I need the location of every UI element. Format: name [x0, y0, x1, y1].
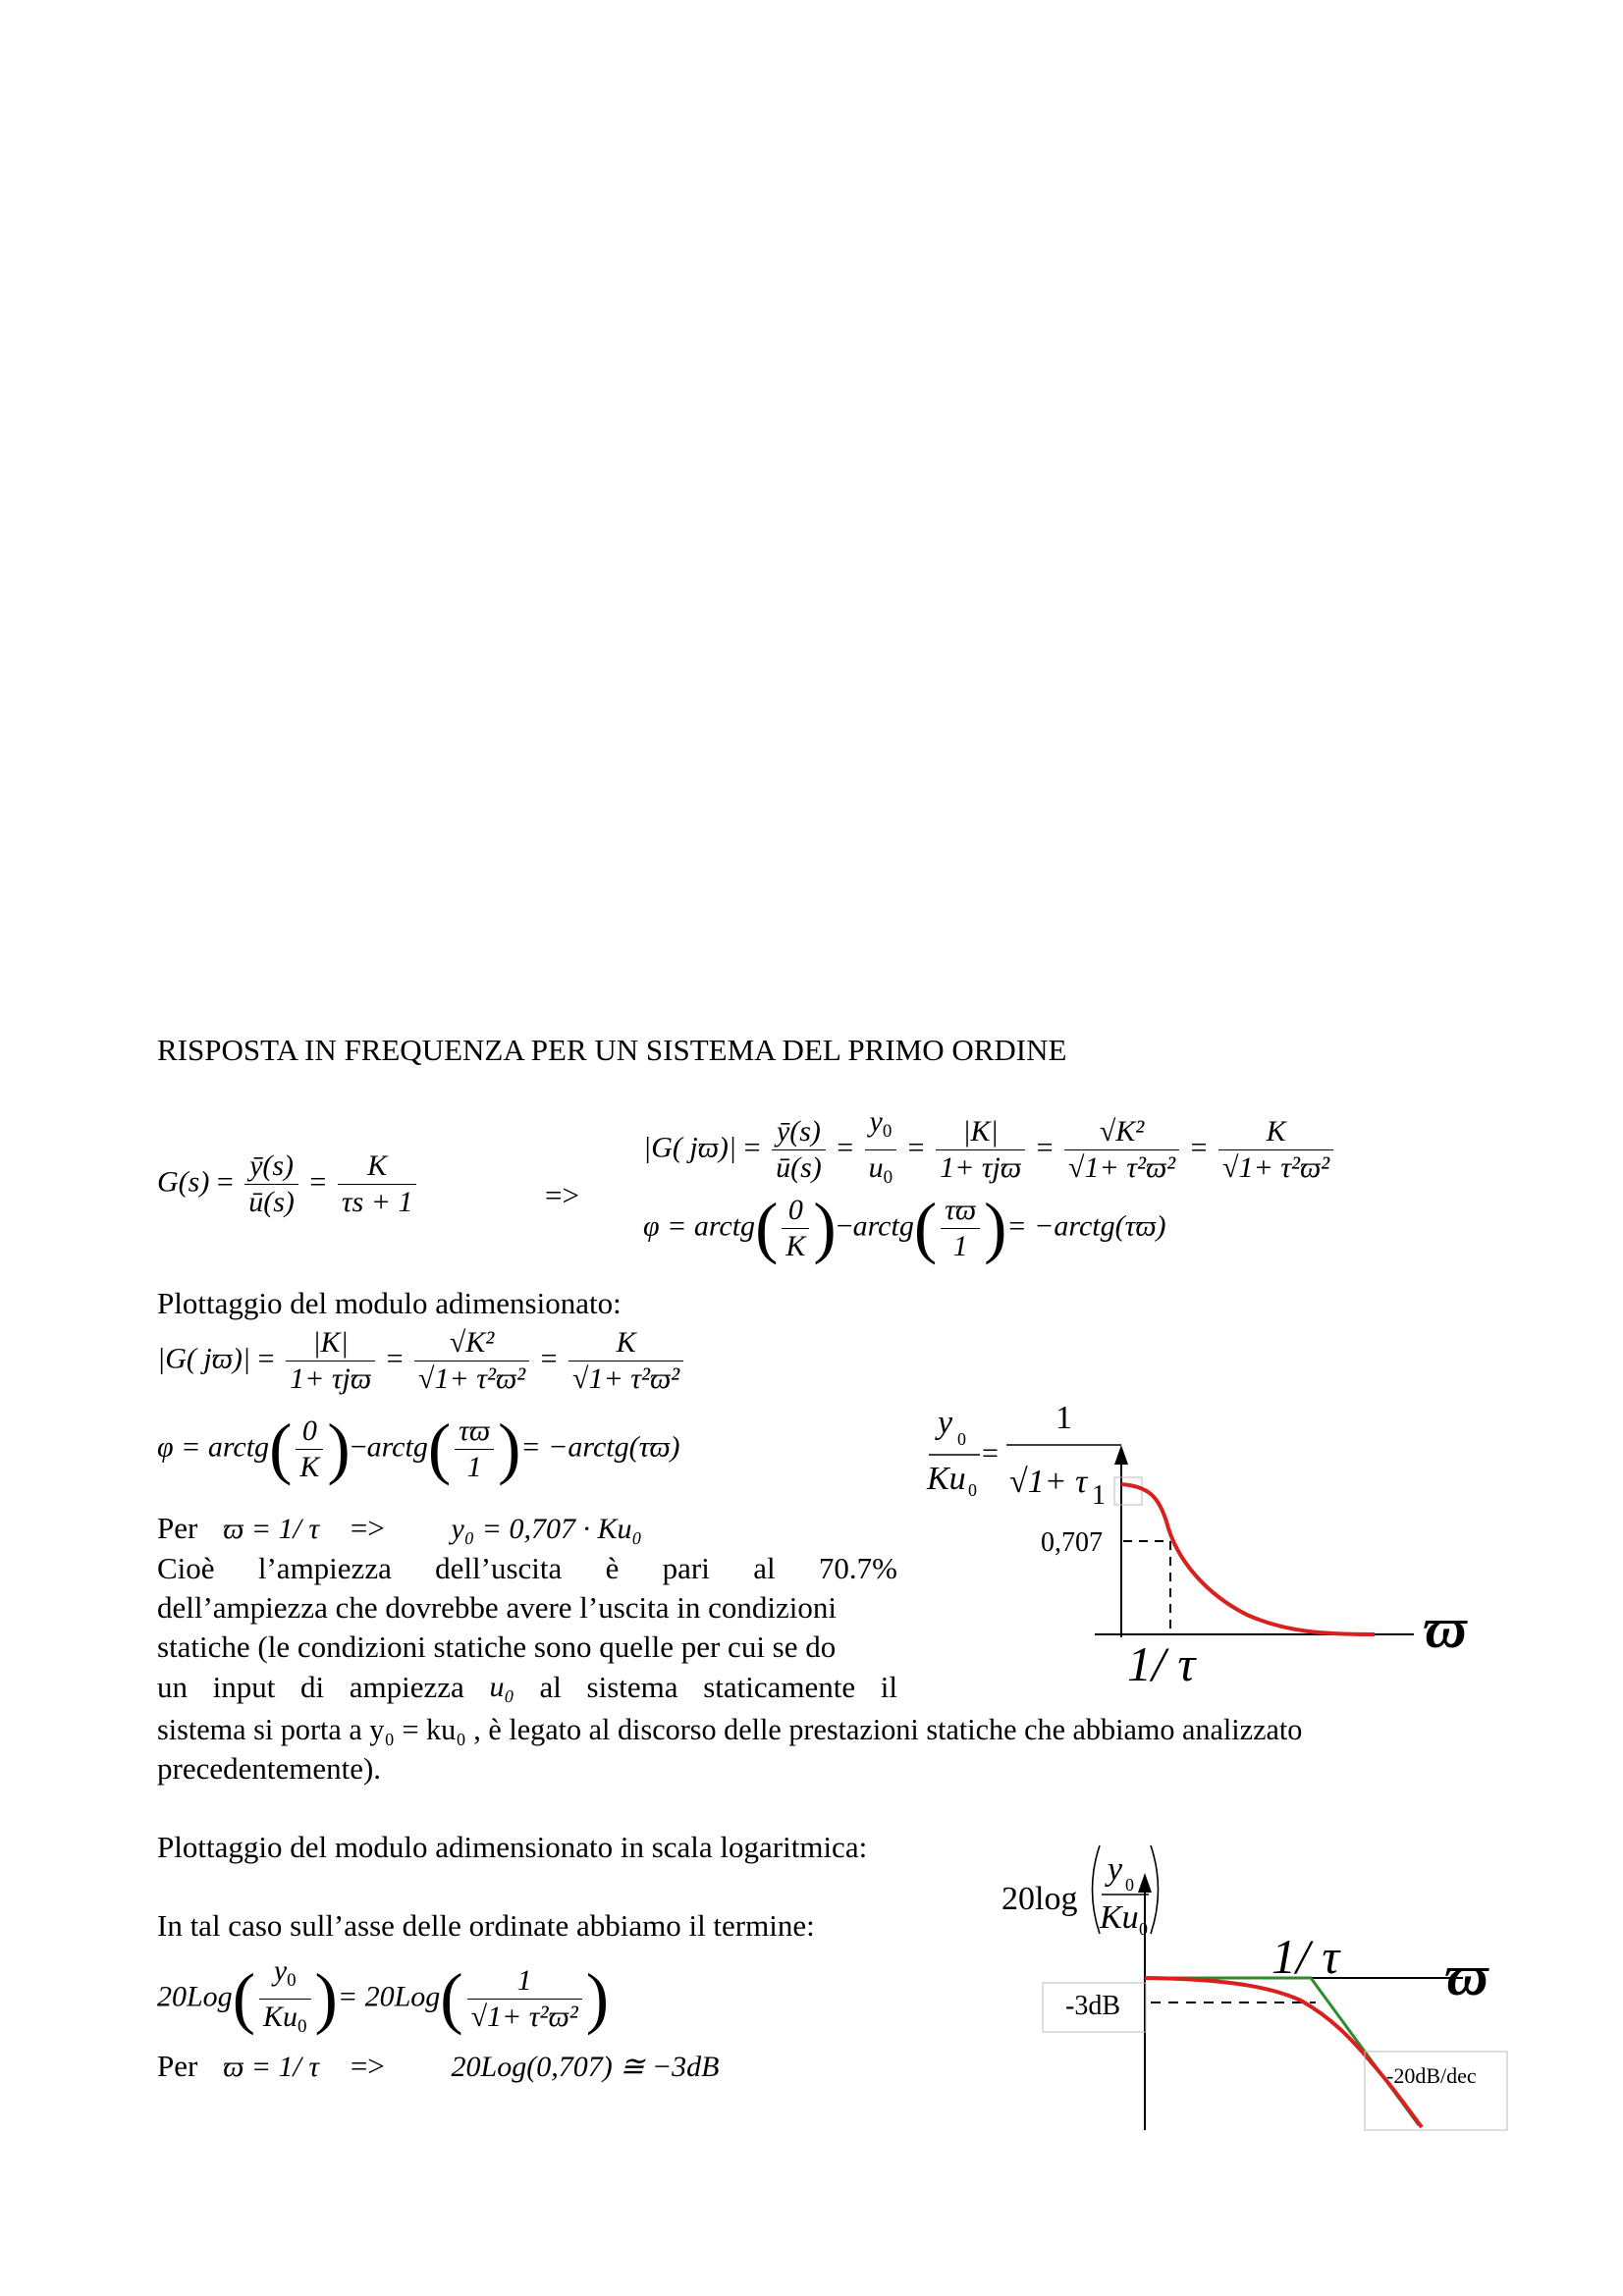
- g1-response-curve: [1121, 1484, 1375, 1634]
- paragraph-line-4: [157, 1668, 897, 1707]
- result-arctg: = −arctg(τϖ): [520, 1430, 680, 1464]
- word: un: [157, 1670, 188, 1704]
- num-ybar: ȳ(s): [244, 1148, 298, 1185]
- num-tw: τϖ: [941, 1193, 980, 1229]
- transfer-function-eq: [157, 1148, 420, 1220]
- g1-x-axis-label: ϖ: [1424, 1596, 1467, 1660]
- den-1tjw: 1+ τjϖ: [940, 1151, 1022, 1184]
- num-one: 1: [467, 1963, 582, 2000]
- num-zero: 0: [782, 1193, 809, 1229]
- omega-eq: ϖ = 1/ τ: [223, 1513, 320, 1545]
- num-k: K: [1218, 1114, 1333, 1150]
- per-label: Per: [157, 2049, 198, 2083]
- implies-arrow: =>: [350, 1511, 385, 1545]
- den-ts1: τs + 1: [341, 1186, 413, 1218]
- word: l’ampiezza: [257, 1551, 392, 1585]
- g1-ylabel-num-sub: 0: [957, 1429, 966, 1449]
- fraction-absk: [286, 1325, 375, 1397]
- word: al: [753, 1551, 776, 1585]
- omega-eq: ϖ = 1/ τ: [223, 2051, 320, 2083]
- den-sqrt: √1+ τ²ϖ²: [418, 1362, 526, 1395]
- den-ubar: ū(s): [776, 1151, 822, 1184]
- word: 70.7%: [818, 1551, 897, 1585]
- g1-ylabel-den: Ku: [927, 1461, 966, 1497]
- num-tw: τϖ: [455, 1414, 494, 1450]
- abs-gjw: |G( jϖ)|: [643, 1131, 737, 1164]
- word: staticamente: [703, 1670, 856, 1704]
- phi-arctg: φ = arctg: [157, 1430, 270, 1464]
- eq-sign: =: [386, 1342, 404, 1375]
- g2-x-break: 1/ τ: [1271, 1929, 1340, 1984]
- fraction-k-sqrt: [1218, 1114, 1333, 1186]
- g1-x-break: 1/ τ: [1127, 1636, 1196, 1691]
- fraction-k-over-ts1: [338, 1148, 417, 1220]
- word: il: [880, 1670, 897, 1704]
- g2-paren-left: [1093, 1845, 1101, 1934]
- den-ubar: ū(s): [248, 1186, 295, 1218]
- fraction-absk: [936, 1114, 1025, 1186]
- g2-ylabel-num-sub: 0: [1125, 1875, 1134, 1895]
- den-k: K: [299, 1451, 320, 1483]
- paragraph-line-5: sistema si porta a y₀ = ku₀ , è legato al discorso delle prestazioni statiche che abbiamo analizzato: [157, 1713, 1303, 1746]
- phase-eq-2: φ = arctg( $\frac{0}{K}$ )−arctg( $\frac{\tau ϖ}{1}$ )= −arctg(τϖ): [157, 1411, 680, 1487]
- eq-sign: =: [540, 1342, 558, 1375]
- eq-sign: =: [1190, 1131, 1208, 1164]
- log-lhs: 20Log: [157, 1980, 233, 2013]
- y0-symbol: y: [869, 1105, 883, 1138]
- g1-tick-0707: 0,707: [1041, 1527, 1103, 1558]
- log-eq: 20Log( $\frac{y_0}{Ku_0}$ )= 20Log( $\frac{1}{\text{√1+ τ²ϖ²}}$ ): [157, 1953, 609, 2045]
- den-k: K: [785, 1230, 806, 1262]
- db-result: 20Log(0,707) ≅ −3dB: [451, 2051, 720, 2083]
- fraction-0-over-k: [782, 1193, 809, 1264]
- den-sqrt: √1+ τ²ϖ²: [572, 1362, 680, 1395]
- result-arctg: = −arctg(τϖ): [1006, 1209, 1166, 1243]
- per-line-2: [157, 2047, 719, 2087]
- fraction-y-over-u: [244, 1148, 298, 1220]
- word: pari: [662, 1551, 710, 1585]
- g1-ylabel-den-sub: 0: [968, 1480, 977, 1500]
- fraction-y0-over-ku0: [259, 1953, 311, 2045]
- eq-sign: =: [743, 1131, 761, 1164]
- phase-eq: φ = arctg( $\frac{0}{K}$ )−arctg( $\frac{\tau ϖ}{1}$ )= −arctg(τϖ): [643, 1190, 1166, 1266]
- arctg-label: arctg: [852, 1209, 914, 1243]
- den-one: 1: [952, 1230, 968, 1262]
- den-one: 1: [466, 1451, 482, 1483]
- eq-sign: =: [1036, 1131, 1054, 1164]
- paragraph-line-3: statiche (le condizioni statiche sono quelle per cui se do: [157, 1629, 837, 1664]
- g1-ylabel-num: y: [938, 1405, 953, 1441]
- g-of-s: G(s): [157, 1165, 210, 1199]
- g1-tick-one: 1: [1092, 1480, 1106, 1511]
- page-title: RISPOSTA IN FREQUENZA PER UN SISTEMA DEL PRIMO ORDINE: [157, 1033, 1067, 1067]
- eq-sign: =: [907, 1131, 925, 1164]
- word: Cioè: [157, 1551, 215, 1585]
- den-1tjw: 1+ τjϖ: [290, 1362, 372, 1395]
- g2-minus3db: -3dB: [1065, 1991, 1120, 2021]
- g2-ylabel-pre: 20log: [1001, 1881, 1078, 1917]
- magnitude-eq-2: [157, 1325, 687, 1397]
- implies-arrow: =>: [350, 2049, 385, 2083]
- per-line-1: [157, 1509, 642, 1549]
- fraction-y0-over-u0: [865, 1104, 897, 1196]
- den-sqrt: √1+ τ²ϖ²: [1068, 1151, 1176, 1184]
- graph-log-magnitude: [992, 1826, 1522, 2140]
- subscript-zero: 0: [287, 1970, 297, 1991]
- subscript-zero: 0: [883, 1167, 893, 1188]
- num-k: K: [338, 1148, 417, 1185]
- magnitude-eq: [643, 1104, 1337, 1196]
- fraction-0-over-k: [296, 1414, 323, 1485]
- minus-sign: −: [836, 1209, 853, 1243]
- num-absk: |K|: [286, 1325, 375, 1362]
- eq-sign: =: [309, 1165, 327, 1199]
- u0-symbol: u₀: [489, 1671, 514, 1703]
- eq-sign: =: [216, 1165, 234, 1199]
- eq-sign: =: [837, 1131, 854, 1164]
- y0-symbol: y: [273, 1954, 288, 1987]
- den-sqrt: √1+ τ²ϖ²: [1222, 1151, 1330, 1184]
- g1-box-edge: [1114, 1477, 1142, 1505]
- num-sqrtk2: √K²: [414, 1325, 529, 1362]
- g2-y-arrow-icon: [1138, 1873, 1152, 1893]
- log-intro: In tal caso sull’asse delle ordinate abbiamo il termine:: [157, 1908, 815, 1943]
- num-k: K: [568, 1325, 683, 1362]
- plot2-heading: Plottaggio del modulo adimensionato in scala logaritmica:: [157, 1830, 868, 1864]
- arctg-label: arctg: [366, 1430, 428, 1464]
- fraction-k-sqrt: [568, 1325, 683, 1397]
- implies-arrow: =>: [545, 1178, 579, 1212]
- word: è: [605, 1551, 620, 1585]
- g1-rhs-num: 1: [1055, 1400, 1072, 1436]
- phi-arctg: φ = arctg: [643, 1209, 756, 1243]
- g1-eq-sign: =: [982, 1437, 999, 1469]
- abs-gjw: |G( jϖ)|: [157, 1342, 251, 1375]
- subscript-zero: 0: [882, 1121, 893, 1142]
- fraction-y-over-u: [772, 1114, 826, 1186]
- fraction-sqrtk2: [414, 1325, 529, 1397]
- g2-ylabel-den: Ku: [1100, 1899, 1139, 1936]
- word: ampiezza: [349, 1670, 464, 1704]
- g1-rhs-den: √1+ τ: [1009, 1464, 1088, 1500]
- g2-response-curve: [1145, 1978, 1422, 2127]
- graph-linear-magnitude: [913, 1384, 1502, 1708]
- word: di: [300, 1670, 325, 1704]
- u0-symbol: u: [868, 1151, 884, 1184]
- g1-y-arrow-icon: [1114, 1445, 1128, 1465]
- word: al: [539, 1670, 562, 1704]
- g2-ylabel-num: y: [1108, 1851, 1123, 1888]
- fraction-1-over-sqrt: [467, 1963, 582, 2035]
- y0-result: y₀ = 0,707 · Ku₀: [451, 1513, 642, 1545]
- paragraph-line-2: dell’ampiezza che dovrebbe avere l’uscita in condizioni: [157, 1590, 838, 1625]
- ku0-symbol: Ku: [263, 2001, 298, 2033]
- minus-sign: −: [350, 1430, 367, 1464]
- subscript-zero: 0: [298, 2016, 307, 2037]
- g2-slope-label: -20dB/dec: [1386, 2063, 1477, 2088]
- fraction-tw-over-1: [941, 1193, 980, 1264]
- word: sistema: [586, 1670, 678, 1704]
- g2-paren-right: [1151, 1845, 1159, 1934]
- num-zero: 0: [296, 1414, 323, 1450]
- per-label: Per: [157, 1511, 198, 1545]
- plot1-heading: Plottaggio del modulo adimensionato:: [157, 1286, 622, 1320]
- num-absk: |K|: [936, 1114, 1025, 1150]
- word: input: [212, 1670, 276, 1704]
- num-ybar: ȳ(s): [772, 1114, 826, 1150]
- paragraph-line-6: precedentemente).: [157, 1751, 382, 1786]
- fraction-sqrtk2: [1064, 1114, 1179, 1186]
- log-rhs: = 20Log: [337, 1980, 441, 2013]
- g2-x-axis-label: ϖ: [1445, 1944, 1488, 2007]
- den-sqrt: √1+ τ²ϖ²: [470, 2001, 578, 2033]
- fraction-tw-over-1: [455, 1414, 494, 1485]
- num-sqrtk2: √K²: [1064, 1114, 1179, 1150]
- word: dell’uscita: [435, 1551, 563, 1585]
- g2-ylabel-den-sub: 0: [1139, 1919, 1148, 1939]
- eq-sign: =: [257, 1342, 275, 1375]
- paragraph-line-1: [157, 1549, 897, 1588]
